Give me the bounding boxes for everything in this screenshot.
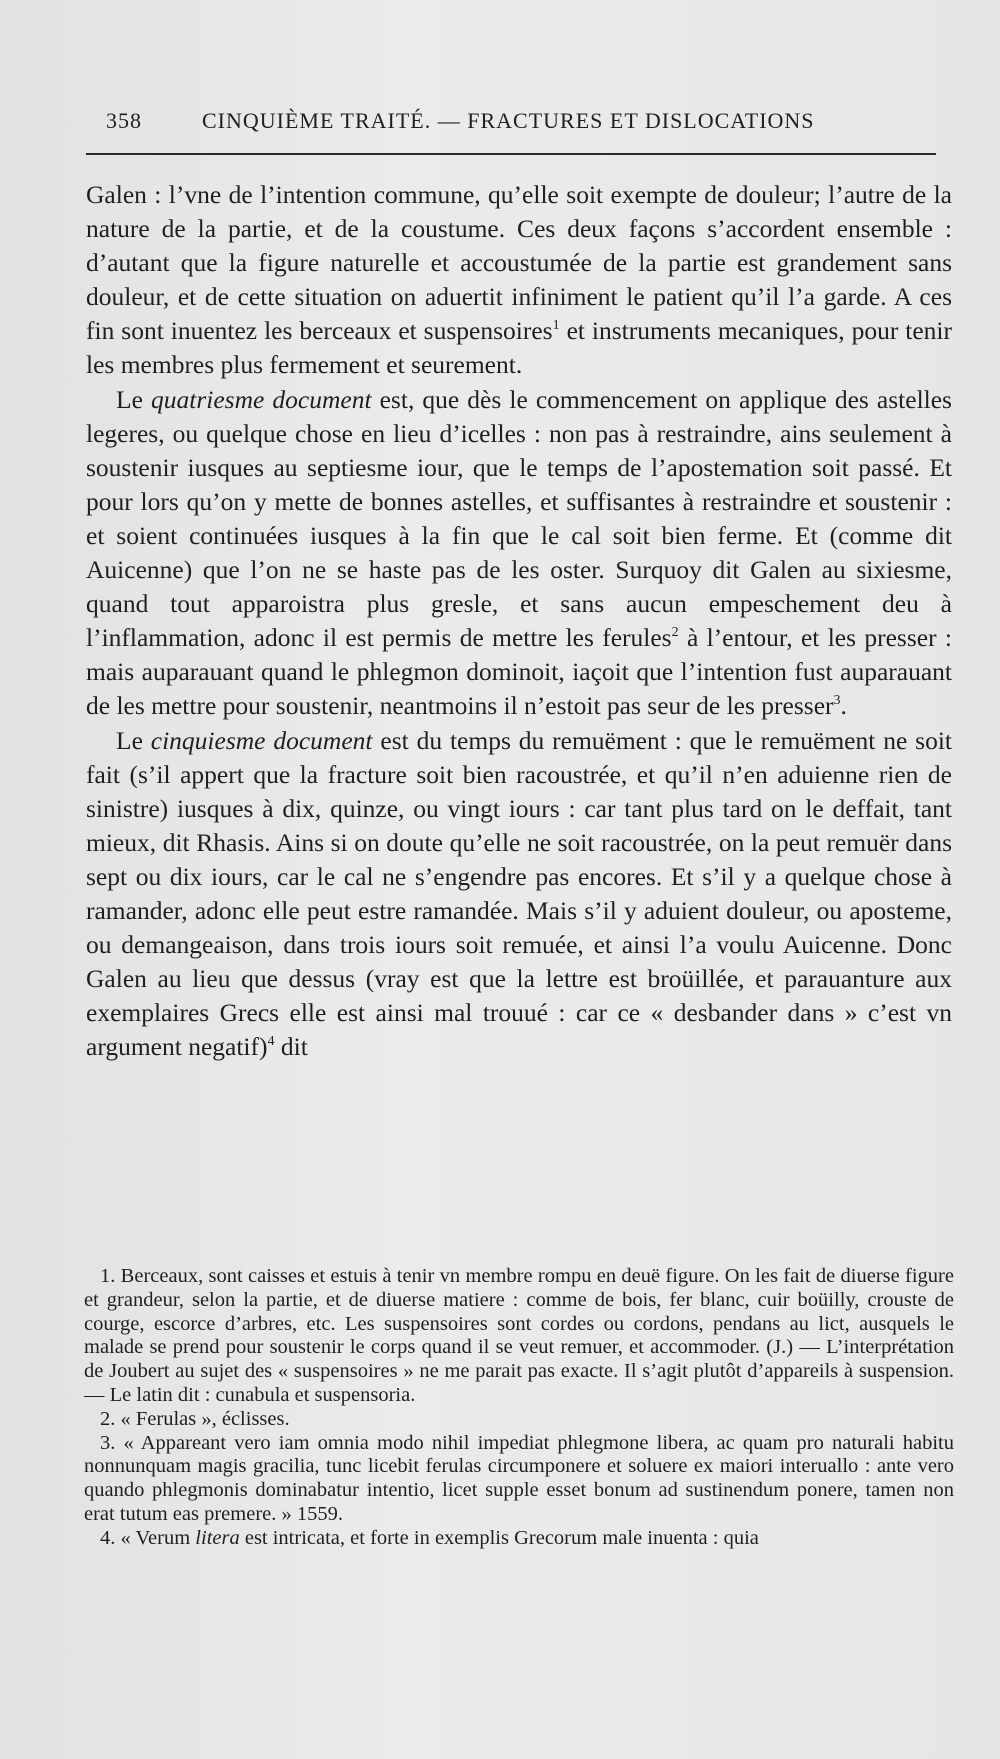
footnote-3: 3. « Appareant vero iam omnia modo nihil impediat phlegmone libera, ac quam pro naturali habitu nonnunquam magis gracilia, tunc licebit ferulas circumponere et soluere ex maiori interuallo : ante vero quando phlegmonis dominabatur intentio, licet supple esset bonum ad sustinendum ponere, tamen non erat tutum eas premere. » 1559. bbox=[84, 1431, 954, 1525]
footnote-1: 1. Berceaux, sont caisses et estuis à tenir vn membre rompu en deuë figure. On les fait de diuerse figure et grandeur, selon la partie, et de diuerse matiere : comme de bois, fer blanc, cuir boüilly, crouste de courge, escorce d’arbres, etc. Les suspensoires sont cordes ou cordons, pendans au lict, ausquels le malade se prend pour soustenir le corps quand il se veut remuer, et accommoder. (J.) — L’interprétation de Joubert au sujet des « suspensoires » ne me parait pas exacte. Il s’agit plutôt d’appareils à suspension. — Le latin dit : cunabula et suspensoria. bbox=[84, 1265, 954, 1406]
paragraph-3-lead: Le bbox=[116, 725, 151, 755]
header-rule bbox=[86, 153, 936, 155]
main-text bbox=[86, 178, 952, 1064]
footnote-4-term: litera bbox=[195, 1526, 240, 1549]
paragraph-3-text-a: est du temps du remuëment : que le remuëment ne soit fait (s’il appert que la fracture soit bien racoustrée, et qu’il n’en aduienne rien de sinistre) iusques à dix, quinze, ou vingt iours : car tant plus tard on le deffait, tant mieux, dit Rhasis. Ains si on doute qu’elle ne soit racoustrée, on la peut remuër dans sept ou dix iours, car le cal ne s’engendre pas encores. Et s’il y a quelque chose à ramander, adonc elle peut estre ramandée. Mais s’il y aduient douleur, ou aposteme, ou demangeaison, dans trois iours soit remuée, et ainsi l’a voulu Auicenne. Donc Galen au lieu que dessus (vray est que la lettre est broüillée, et parauanture aux exemplaires Grecs elle est ainsi mal trouué : car ce « desbander dans » c’est vn argument negatif) bbox=[86, 725, 952, 1062]
term-cinquiesme-document: cinquiesme document bbox=[150, 725, 373, 755]
running-header bbox=[106, 108, 936, 134]
footnote-ref-2: 2 bbox=[671, 625, 679, 641]
page-number: 358 bbox=[106, 108, 142, 133]
paragraph-2-lead: Le bbox=[116, 384, 151, 414]
paragraph-1-text-b: et instruments mecaniques, pour tenir les membres plus fermement et seurement. bbox=[86, 316, 952, 380]
paragraph-quatriesme bbox=[86, 383, 952, 724]
running-title: CINQUIÈME TRAITÉ. — FRACTURES ET DISLOCATIONS bbox=[202, 108, 815, 133]
paragraph-cinquiesme bbox=[86, 724, 952, 1065]
footnote-4 bbox=[84, 1527, 954, 1551]
footnotes bbox=[84, 1265, 954, 1551]
term-quatriesme-document: quatriesme document bbox=[150, 384, 372, 414]
paragraph-1-text-a: Galen : l’vne de l’intention commune, qu’elle soit exempte de douleur; l’autre de la nature de la partie, et de la coustume. Ces deux façons s’accordent ensemble : d’autant que la figure naturelle et accoustumée de la partie est grandement sans douleur, et de cette situation on aduertit infiniment le patient qu’il l’a garde. A ces fin sont inuentez les berceaux et suspensoires bbox=[86, 180, 952, 346]
footnote-2: 2. « Ferulas », éclisses. bbox=[100, 1407, 290, 1430]
footnote-4-text-b: est intricata, et forte in exemplis Grecorum male inuenta : quia bbox=[239, 1526, 759, 1549]
paragraph-3-text-b: dit bbox=[274, 1032, 308, 1062]
footnote-4-text-a: 4. « Verum bbox=[100, 1526, 196, 1549]
footnote-ref-3: 3 bbox=[833, 693, 841, 709]
footnote-ref-4: 4 bbox=[267, 1034, 275, 1050]
paragraph-1 bbox=[86, 178, 952, 383]
paragraph-2-text-b: à l’entour, et les presser : mais auparauant quand le phlegmon dominoit, iaçoit que l’intention fust auparauant de les mettre pour soustenir, neantmoins il n’estoit pas seur de les presser bbox=[86, 623, 952, 721]
paragraph-2-text-c: . bbox=[840, 691, 847, 721]
footnote-ref-1: 1 bbox=[552, 318, 560, 334]
paragraph-2-text-a: est, que dès le commencement on applique des astelles legeres, ou quelque chose en lieu d’icelles : non pas à restraindre, ains seulement à soustenir iusques au septiesme iour, que le temps de l’apostemation soit passé. Et pour lors qu’on y mette de bonnes astelles, et suffisantes à restraindre et soustenir : et soient continuées iusques à la fin que le cal soit bien ferme. Et (comme dit Auicenne) que l’on ne se haste pas de les oster. Surquoy dit Galen au sixiesme, quand tout apparoistra plus gresle, et sans aucun empeschement deu à l’inflammation, adonc il est permis de mettre les ferules bbox=[86, 384, 952, 653]
